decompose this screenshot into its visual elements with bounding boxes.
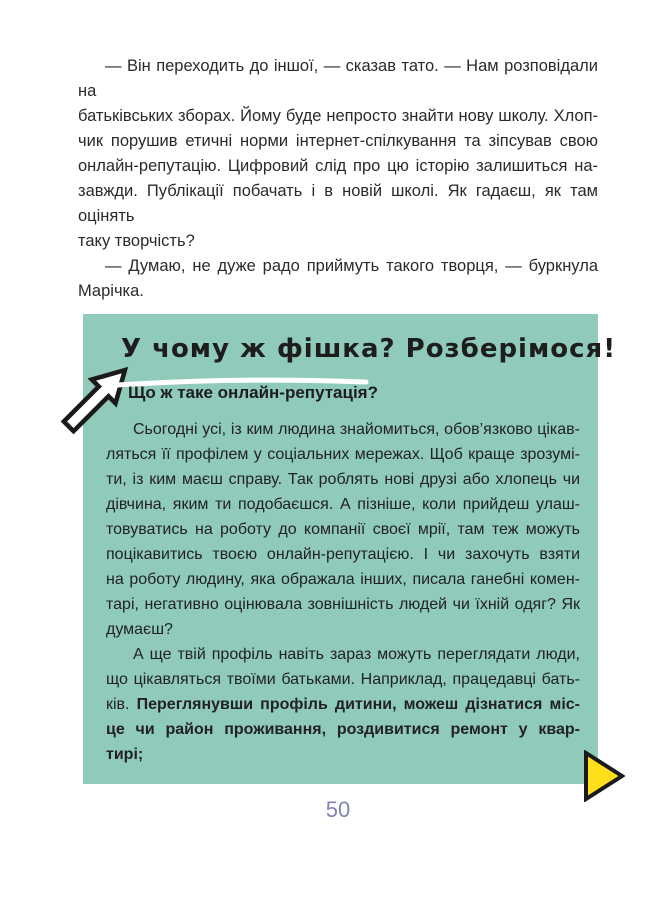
text-line: [78, 229, 598, 254]
text-run: завжди. Публікації побачать і в новій школі. Як гадаєш, як там оцінять: [78, 182, 598, 225]
box-heading: У чому ж фішка? Розберімося!: [121, 334, 617, 364]
text-line: [106, 592, 580, 617]
text-line: [106, 517, 580, 542]
box-body-text: [106, 417, 580, 767]
story-paragraph-2: [78, 254, 598, 304]
text-run: на роботу людину, яка ображала інших, писала ганебні комен-: [106, 571, 580, 588]
text-run: ків.: [106, 696, 137, 713]
text-line: [106, 417, 580, 442]
page-number: 50: [325, 797, 351, 822]
text-line: [106, 742, 580, 767]
text-line: [78, 104, 598, 129]
info-box: [83, 314, 617, 784]
text-line: [78, 254, 598, 279]
bold-text-run: це чи район проживання, роздивитися ремонт у квар-: [106, 721, 580, 738]
text-run: Марічка.: [78, 282, 144, 300]
text-run: чик порушив етичні норми інтернет-спілкування та зіпсував свою: [78, 132, 598, 150]
text-line: [78, 54, 598, 104]
text-line: [106, 717, 580, 742]
story-paragraph-1: [78, 54, 598, 254]
text-run: таку творчість?: [78, 232, 195, 250]
text-run: тарі, негативно оцінювала зовнішність людей чи їхній одяг? Як: [106, 596, 580, 613]
text-line: [106, 492, 580, 517]
text-line: [78, 179, 598, 229]
text-run: ти, із ким маєш справу. Так роблять нові друзі або хлопець чи: [106, 471, 580, 488]
text-line: [78, 129, 598, 154]
text-run: дівчина, яким ти подобаєшся. А пізніше, коли прийдеш улаш-: [106, 496, 580, 513]
text-line: [106, 667, 580, 692]
text-run: — Він переходить до іншої, — сказав тато. — Нам розповідали на: [78, 57, 598, 100]
text-run: поцікавитись твоєю онлайн-репутацією. І чи захочуть взяти: [106, 546, 580, 563]
text-run: онлайн-репутацію. Цифровий слід про цю історію залишиться на-: [78, 157, 598, 175]
text-line: [106, 692, 580, 717]
page-turn-arrow-icon: [583, 750, 625, 802]
text-run: Сьогодні усі, із ким людина знайомиться, обов’язково цікав-: [133, 421, 580, 438]
text-line: [106, 467, 580, 492]
box-paragraph-1: [106, 417, 580, 642]
story-text-block: [78, 54, 598, 304]
text-run: товуватись на роботу до компанії своєї мрії, там теж можуть: [106, 521, 580, 538]
bold-text-run: Переглянувши профіль дитини, можеш дізнатися міс-: [136, 696, 580, 713]
bold-text-run: тирі;: [106, 746, 144, 763]
text-line: [106, 442, 580, 467]
text-line: [78, 154, 598, 179]
text-line: [106, 567, 580, 592]
text-run: батьківських зборах. Йому буде непросто знайти нову школу. Хлоп-: [78, 107, 598, 125]
text-line: [106, 617, 580, 642]
text-run: — Думаю, не дуже радо приймуть такого творця, — буркнула: [105, 257, 598, 275]
text-line: [78, 279, 598, 304]
text-run: думаєш?: [106, 621, 173, 638]
box-subheading: Що ж таке онлайн-репутація?: [128, 383, 378, 402]
text-run: А ще твій профіль навіть зараз можуть переглядати люди,: [133, 646, 580, 663]
box-paragraph-2: [106, 642, 580, 767]
text-run: що цікавляться твоїми батьками. Наприклад, працедавці бать-: [106, 671, 580, 688]
text-line: [106, 642, 580, 667]
text-run: ляться її профілем у соціальних мережах. Щоб краще зрозумі-: [106, 446, 580, 463]
text-line: [106, 542, 580, 567]
